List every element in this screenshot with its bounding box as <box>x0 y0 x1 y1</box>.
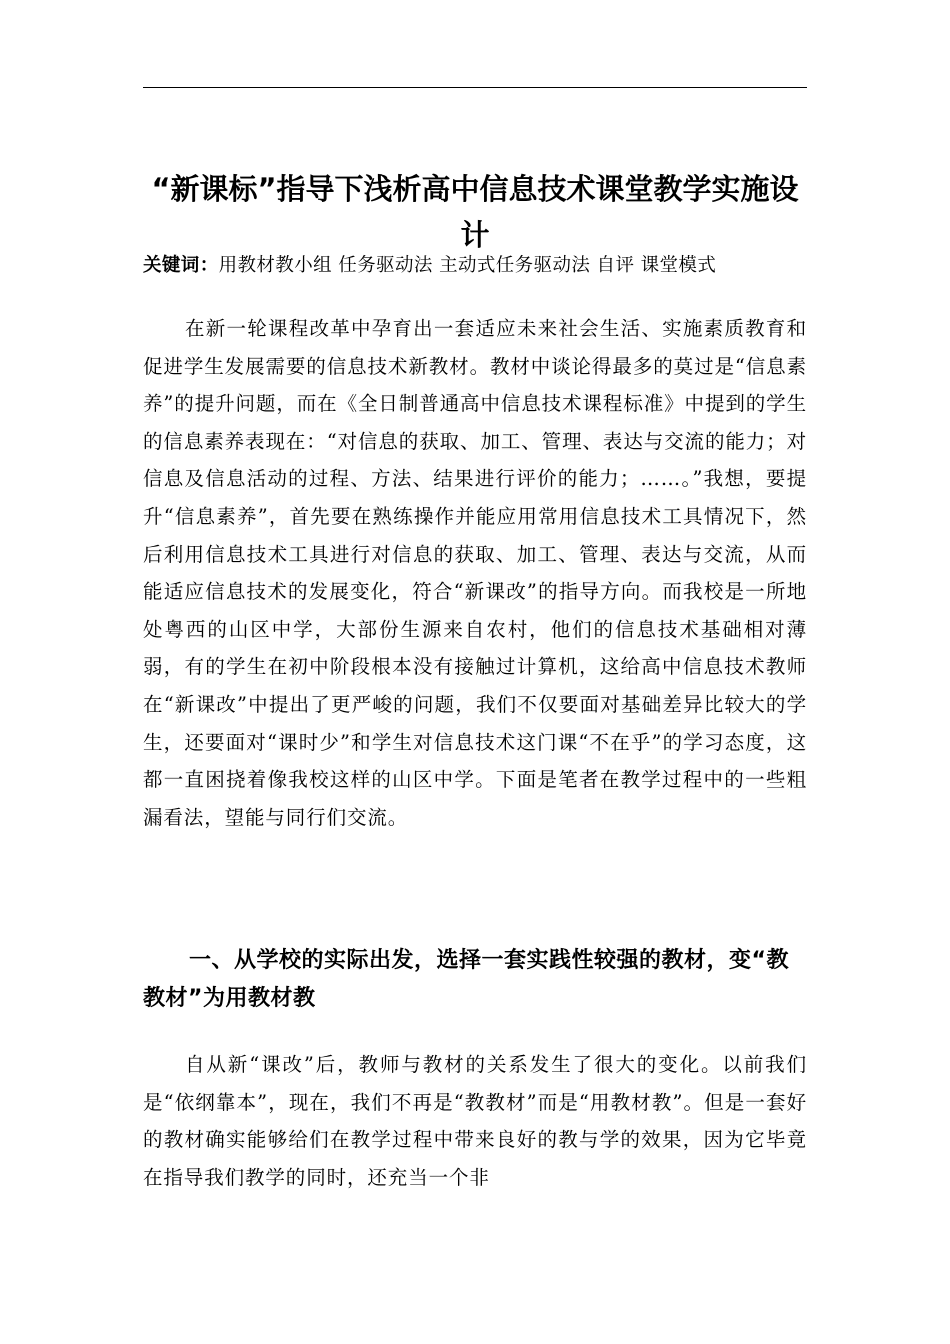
keywords-label: 关键词： <box>143 255 219 276</box>
header-rule <box>143 87 807 88</box>
intro-paragraph: 在新一轮课程改革中孕育出一套适应未来社会生活、实施素质教育和促进学生发展需要的信息技术新教材。教材中谈论得最多的莫过是“信息素养”的提升问题，而在《全日制普通高中信息技术课程标准》中提到的学生的信息素养表现在：“对信息的获取、加工、管理、表达与交流的能力；对信息及信息活动的过程、方法、结果进行评价的能力；……。”我想，要提升“信息素养”，首先要在熟练操作并能应用常用信息技术工具情况下，然后利用信息技术工具进行对信息的获取、加工、管理、表达与交流，从而能适应信息技术的发展变化，符合“新课改”的指导方向。而我校是一所地处粤西的山区中学，大部份生源来自农村，他们的信息技术基础相对薄弱，有的学生在初中阶段根本没有接触过计算机，这给高中信息技术教师在“新课改”中提出了更严峻的问题，我们不仅要面对基础差异比较大的学生，还要面对“课时少”和学生对信息技术这门课“不在乎”的学习态度，这都一直困挠着像我校这样的山区中学。下面是笔者在教学过程中的一些粗漏看法，望能与同行们交流。 <box>143 317 807 829</box>
section-heading: 一、从学校的实际出发，选择一套实践性较强的教材，变“教教材”为用教材教 <box>143 948 789 1011</box>
section-paragraph: 自从新“课改”后，教师与教材的关系发生了很大的变化。以前我们是“依纲靠本”，现在，我们不再是“教教材”而是“用教材教”。但是一套好的教材确实能够给们在教学过程中带来良好的教与学的效果，因为它毕竟在指导我们教学的同时，还充当一个非 <box>143 1053 807 1189</box>
keywords-text: 用教材教小组 任务驱动法 主动式任务驱动法 自评 课堂模式 <box>218 255 717 276</box>
keywords-line <box>143 252 807 280</box>
document-title: “新课标”指导下浅析高中信息技术课堂教学实施设计 <box>151 172 799 252</box>
